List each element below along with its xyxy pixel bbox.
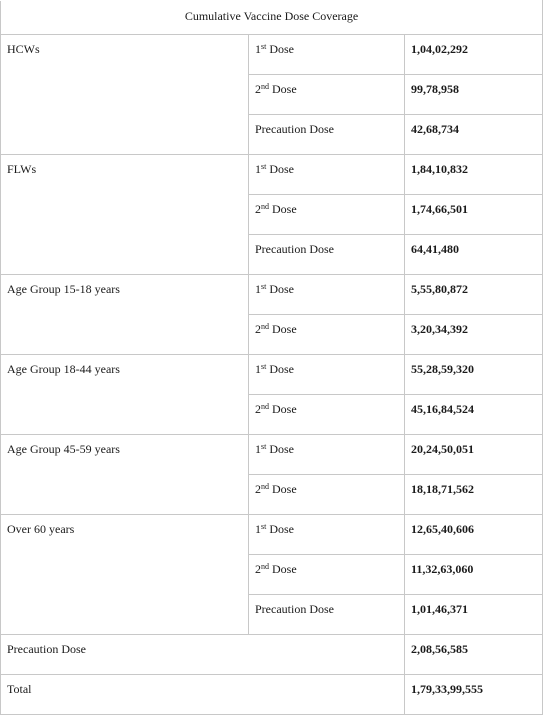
dose-value: 12,65,40,606 — [405, 515, 543, 555]
table-row — [1, 435, 543, 475]
dose-label-second: 2nd Dose — [249, 195, 405, 235]
group-label: Age Group 15-18 years — [1, 275, 249, 355]
dose-label-first: 1st Dose — [249, 515, 405, 555]
dose-value: 20,24,50,051 — [405, 435, 543, 475]
dose-label-first: 1st Dose — [249, 355, 405, 395]
group-label: Age Group 45-59 years — [1, 435, 249, 515]
dose-value: 64,41,480 — [405, 235, 543, 275]
group-label: Age Group 18-44 years — [1, 355, 249, 435]
dose-value: 3,20,34,392 — [405, 315, 543, 355]
dose-label-second: 2nd Dose — [249, 475, 405, 515]
dose-value: 18,18,71,562 — [405, 475, 543, 515]
dose-value: 45,16,84,524 — [405, 395, 543, 435]
group-label: FLWs — [1, 155, 249, 275]
dose-label-second: 2nd Dose — [249, 315, 405, 355]
dose-value: 11,32,63,060 — [405, 555, 543, 595]
dose-value: 5,55,80,872 — [405, 275, 543, 315]
group-label: HCWs — [1, 35, 249, 155]
dose-label-first: 1st Dose — [249, 275, 405, 315]
dose-label-first: 1st Dose — [249, 155, 405, 195]
table-row — [1, 515, 543, 555]
precaution-total-label: Precaution Dose — [1, 635, 405, 675]
grand-total-value: 1,79,33,99,555 — [405, 675, 543, 715]
dose-value: 1,84,10,832 — [405, 155, 543, 195]
dose-value: 55,28,59,320 — [405, 355, 543, 395]
table-row — [1, 675, 543, 715]
dose-value: 1,74,66,501 — [405, 195, 543, 235]
dose-label-second: 2nd Dose — [249, 555, 405, 595]
table-title: Cumulative Vaccine Dose Coverage — [1, 1, 543, 35]
table-row — [1, 355, 543, 395]
dose-label-second: 2nd Dose — [249, 395, 405, 435]
dose-label-precaution: Precaution Dose — [249, 115, 405, 155]
dose-label-precaution: Precaution Dose — [249, 235, 405, 275]
dose-value: 1,01,46,371 — [405, 595, 543, 635]
dose-label-second: 2nd Dose — [249, 75, 405, 115]
group-label: Over 60 years — [1, 515, 249, 635]
precaution-total-value: 2,08,56,585 — [405, 635, 543, 675]
table-row — [1, 635, 543, 675]
dose-label-first: 1st Dose — [249, 35, 405, 75]
table-row — [1, 275, 543, 315]
dose-label-first: 1st Dose — [249, 435, 405, 475]
table-row — [1, 35, 543, 75]
table-row — [1, 155, 543, 195]
dose-value: 42,68,734 — [405, 115, 543, 155]
dose-value: 99,78,958 — [405, 75, 543, 115]
dose-value: 1,04,02,292 — [405, 35, 543, 75]
grand-total-label: Total — [1, 675, 405, 715]
dose-label-precaution: Precaution Dose — [249, 595, 405, 635]
